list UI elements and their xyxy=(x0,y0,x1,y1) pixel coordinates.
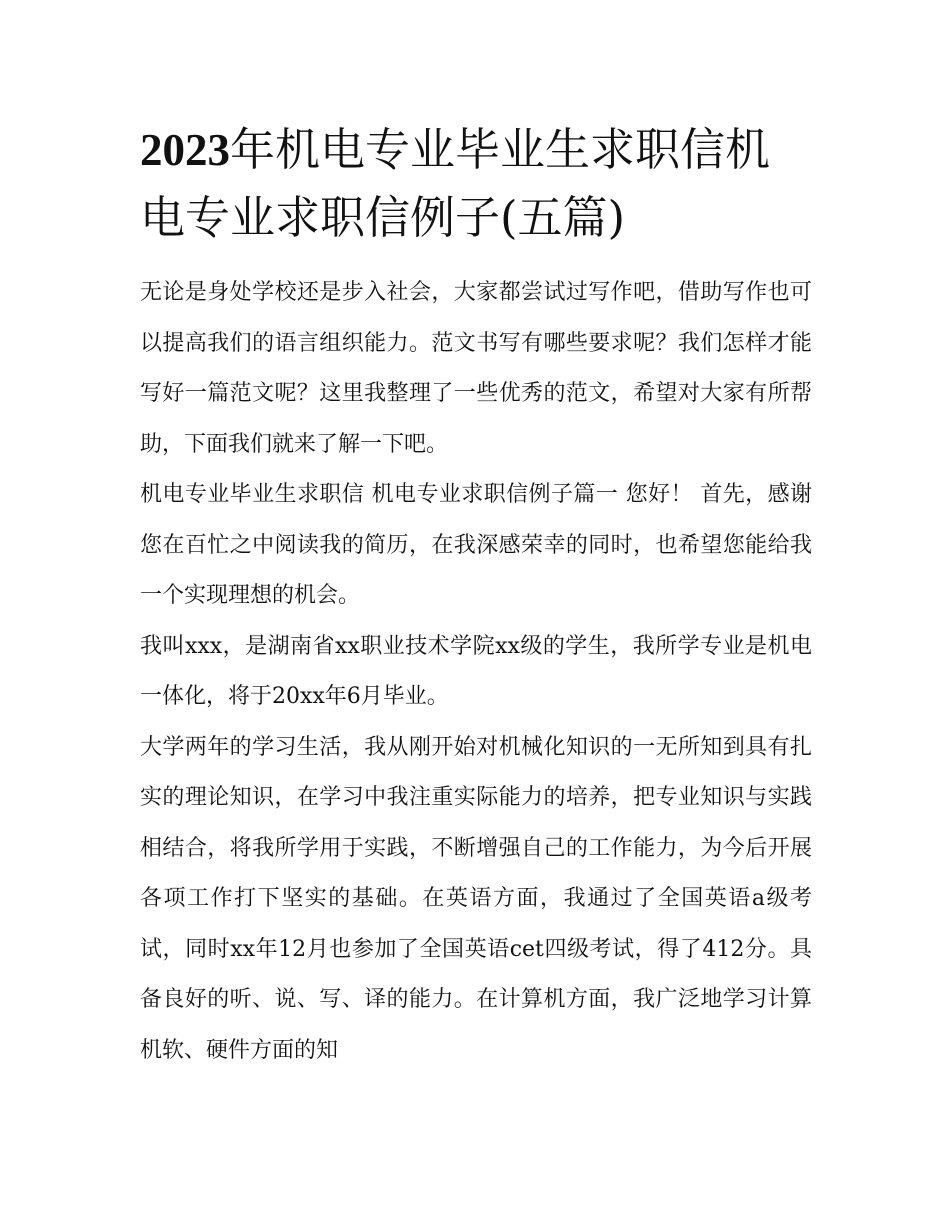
document-page xyxy=(140,116,812,1076)
title-text: 年机电专业毕业生求职信机电专业求职信例子(五篇) xyxy=(140,123,771,244)
document-body xyxy=(140,268,812,1076)
title-year: 2023 xyxy=(140,125,230,175)
document-title xyxy=(140,116,812,252)
paragraph-study: 大学两年的学习生活，我从刚开始对机械化知识的一无所知到具有扎实的理论知识，在学习中我注重实际能力的培养，把专业知识与实践相结合，将我所学用于实践，不断增强自己的工作能力，为今后开展各项工作打下坚实的基础。在英语方面，我通过了全国英语a级考试，同时xx年12月也参加了全国英语cet四级考试，得了412分。具备良好的听、说、写、译的能力。在计算机方面，我广泛地学习计算机软、硬件方面的知 xyxy=(140,734,812,1063)
paragraph-self-intro: 我叫xxx，是湖南省xx职业技术学院xx级的学生，我所学专业是机电一体化，将于20xx年6月毕业。 xyxy=(140,633,812,709)
paragraph-intro: 无论是身处学校还是步入社会，大家都尝试过写作吧，借助写作也可以提高我们的语言组织能力。范文书写有哪些要求呢？我们怎样才能写好一篇范文呢？这里我整理了一些优秀的范文，希望对大家有所帮助，下面我们就来了解一下吧。 xyxy=(140,280,812,457)
paragraph-greeting: 机电专业毕业生求职信 机电专业求职信例子篇一 您好！ 首先，感谢您在百忙之中阅读我的简历，在我深感荣幸的同时，也希望您能给我一个实现理想的机会。 xyxy=(140,482,812,608)
